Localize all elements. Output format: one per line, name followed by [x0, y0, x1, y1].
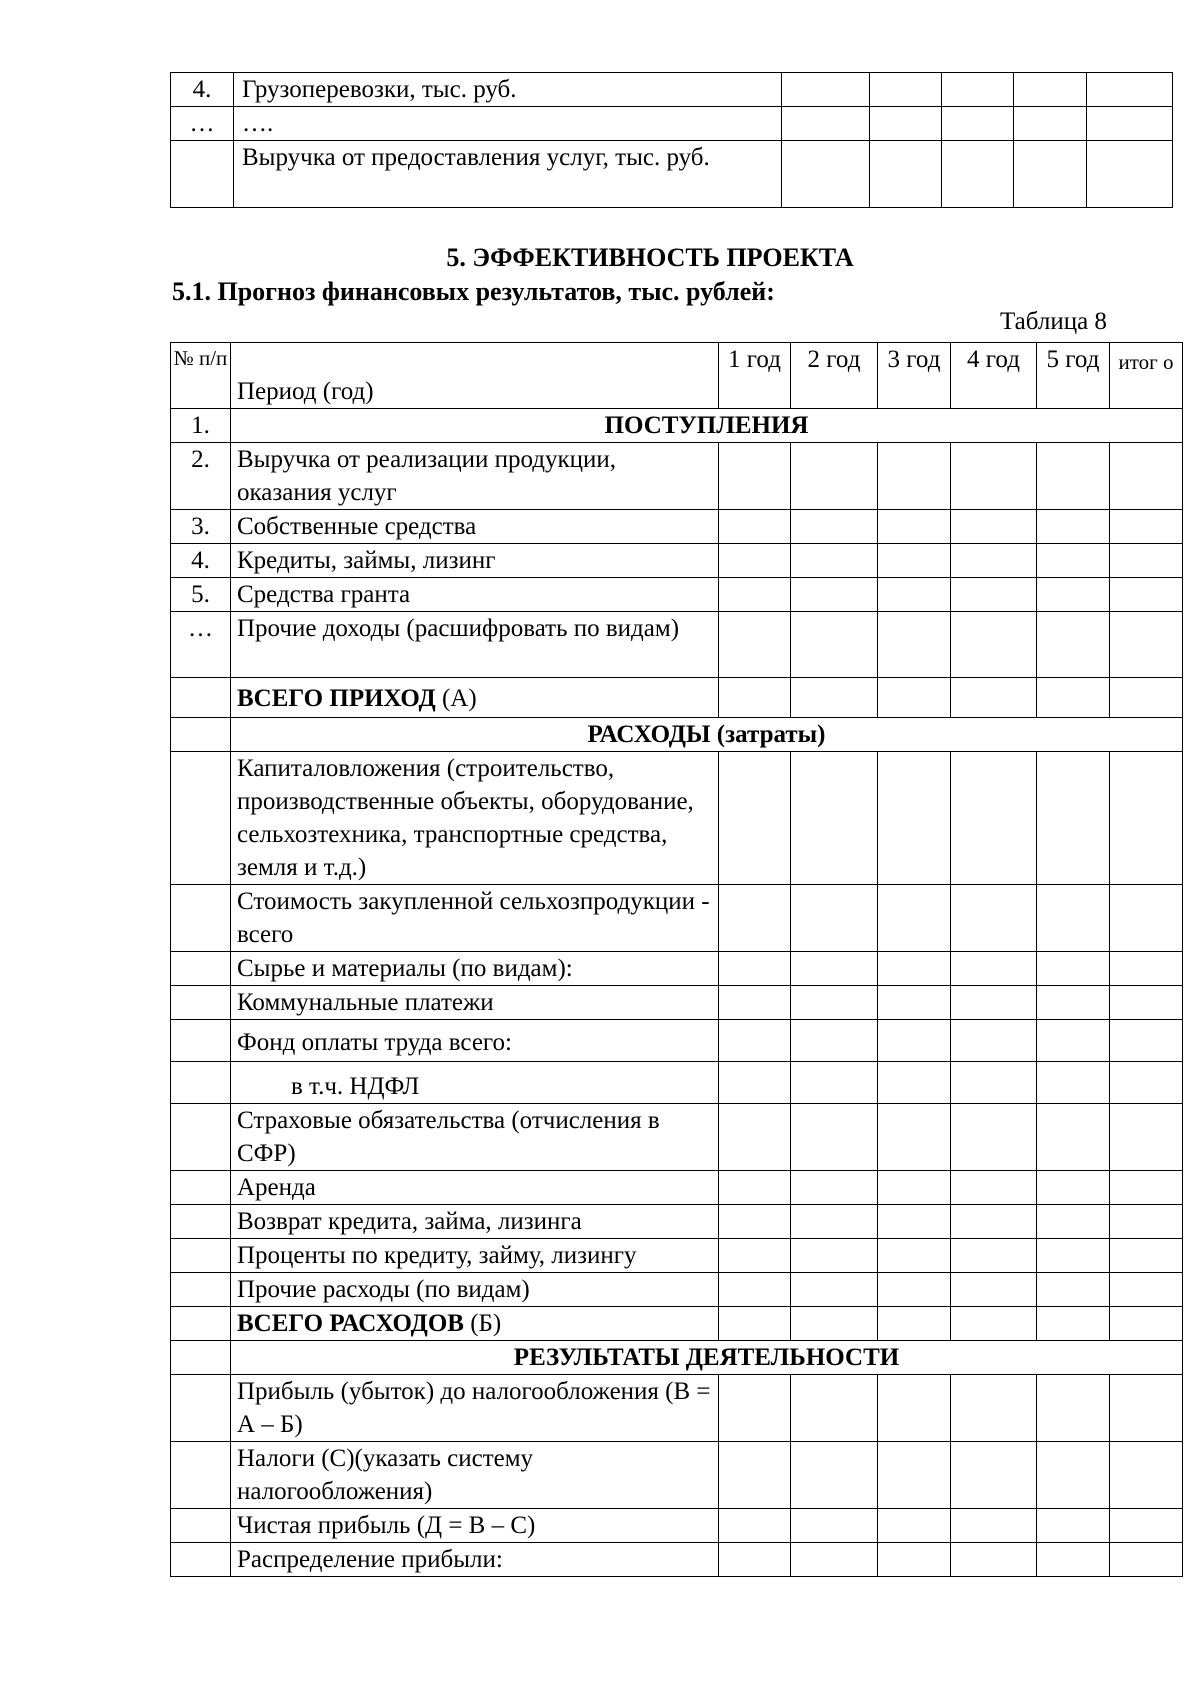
value-cell[interactable]: [1037, 1062, 1110, 1104]
total-expenses-suffix: (Б): [463, 1310, 502, 1337]
table-row: [171, 1020, 1183, 1062]
value-cell[interactable]: [878, 1171, 951, 1205]
value-cell[interactable]: [1110, 1442, 1183, 1509]
total-income-suffix: (А): [435, 685, 477, 712]
row-number: [171, 1205, 231, 1239]
value-cell[interactable]: [1110, 612, 1183, 678]
value-cell[interactable]: [1110, 1020, 1183, 1062]
table-row: [171, 1062, 1183, 1104]
value-cell[interactable]: [1037, 1205, 1110, 1239]
value-cell[interactable]: [782, 73, 870, 107]
value-cell[interactable]: [791, 1239, 878, 1273]
value-cell[interactable]: [1014, 141, 1087, 208]
header-year-4: 4 год: [951, 343, 1037, 409]
row-label: [231, 1307, 719, 1341]
value-cell[interactable]: [878, 986, 951, 1020]
value-cell[interactable]: [719, 510, 791, 544]
value-cell[interactable]: [791, 1273, 878, 1307]
row-number: [171, 986, 231, 1020]
row-label: Распределение прибыли:: [231, 1543, 719, 1577]
value-cell[interactable]: [791, 1442, 878, 1509]
total-row-income: [171, 678, 1183, 718]
row-label: Аренда: [231, 1171, 719, 1205]
value-cell[interactable]: [791, 1062, 878, 1104]
row-number: [171, 678, 231, 718]
value-cell[interactable]: [791, 1205, 878, 1239]
value-cell[interactable]: [1110, 1171, 1183, 1205]
value-cell[interactable]: [878, 952, 951, 986]
table-row: [171, 612, 1183, 678]
value-cell[interactable]: [942, 141, 1014, 208]
row-number: [171, 1104, 231, 1171]
section-heading: РЕЗУЛЬТАТЫ ДЕЯТЕЛЬНОСТИ: [231, 1341, 1183, 1375]
row-label: Фонд оплаты труда всего:: [231, 1020, 719, 1062]
row-number: [171, 1509, 231, 1543]
table-row: [171, 1205, 1183, 1239]
value-cell[interactable]: [1014, 107, 1087, 141]
value-cell[interactable]: [1087, 107, 1173, 141]
value-cell[interactable]: [1110, 1205, 1183, 1239]
row-label: Налоги (С)(указать систему налогообложения): [231, 1442, 719, 1509]
value-cell[interactable]: [951, 752, 1037, 885]
row-label: [231, 678, 719, 718]
row-label: Грузоперевозки, тыс. руб.: [234, 73, 782, 107]
value-cell[interactable]: [1110, 443, 1183, 510]
value-cell[interactable]: [1037, 510, 1110, 544]
row-number: [171, 1543, 231, 1577]
value-cell[interactable]: [1037, 1020, 1110, 1062]
row-number: …: [171, 107, 234, 141]
row-number: [171, 885, 231, 952]
value-cell[interactable]: [951, 1273, 1037, 1307]
section-row-receipts: [171, 409, 1183, 443]
row-label: Прочие расходы (по видам): [231, 1273, 719, 1307]
row-number: [171, 1442, 231, 1509]
value-cell[interactable]: [1110, 1307, 1183, 1341]
value-cell[interactable]: [1087, 141, 1173, 208]
financial-forecast-table: [170, 342, 1183, 1577]
value-cell[interactable]: [878, 1062, 951, 1104]
value-cell[interactable]: [1110, 1104, 1183, 1171]
value-cell[interactable]: [791, 578, 878, 612]
value-cell[interactable]: [791, 1171, 878, 1205]
table-row: [171, 1273, 1183, 1307]
row-number: [171, 1375, 231, 1442]
value-cell[interactable]: [1037, 443, 1110, 510]
row-number: 1.: [171, 409, 231, 443]
row-number: [171, 1341, 231, 1375]
value-cell[interactable]: [1037, 612, 1110, 678]
header-number: № п/п: [171, 343, 231, 409]
header-year-2: 2 год: [791, 343, 878, 409]
table-row: [171, 141, 1173, 208]
value-cell[interactable]: [1110, 510, 1183, 544]
value-cell[interactable]: [1037, 885, 1110, 952]
value-cell[interactable]: [878, 885, 951, 952]
total-row-expenses: [171, 1307, 1183, 1341]
row-label: Страховые обязательства (отчисления в СФР): [231, 1104, 719, 1171]
table-row: [171, 73, 1173, 107]
expenses-title-suffix: (затраты): [710, 721, 826, 748]
value-cell[interactable]: [878, 1543, 951, 1577]
value-cell[interactable]: [951, 952, 1037, 986]
value-cell[interactable]: [791, 678, 878, 718]
table-row: [171, 986, 1183, 1020]
value-cell[interactable]: [719, 986, 791, 1020]
value-cell[interactable]: [791, 612, 878, 678]
row-number: 3.: [171, 510, 231, 544]
value-cell[interactable]: [719, 678, 791, 718]
section-row-expenses: [171, 718, 1183, 752]
row-number: [171, 1273, 231, 1307]
row-number: 4.: [171, 544, 231, 578]
value-cell[interactable]: [719, 612, 791, 678]
row-number: [171, 952, 231, 986]
section-row-results: [171, 1341, 1183, 1375]
row-number: [171, 752, 231, 885]
value-cell[interactable]: [878, 1375, 951, 1442]
header-period: Период (год): [231, 343, 719, 409]
value-cell[interactable]: [791, 1020, 878, 1062]
value-cell[interactable]: [791, 1104, 878, 1171]
value-cell[interactable]: [719, 1543, 791, 1577]
section-subtitle: 5.1. Прогноз финансовых результатов, тыс. рублей:: [172, 277, 775, 306]
value-cell[interactable]: [1110, 885, 1183, 952]
value-cell[interactable]: [951, 612, 1037, 678]
table-row: [171, 1239, 1183, 1273]
value-cell[interactable]: [951, 678, 1037, 718]
expenses-title: РАСХОДЫ: [587, 721, 711, 748]
value-cell[interactable]: [1037, 1273, 1110, 1307]
value-cell[interactable]: [1037, 1307, 1110, 1341]
row-number: 2.: [171, 443, 231, 510]
value-cell[interactable]: [1037, 952, 1110, 986]
value-cell[interactable]: [951, 1375, 1037, 1442]
value-cell[interactable]: [782, 141, 870, 208]
row-label: Проценты по кредиту, займу, лизингу: [231, 1239, 719, 1273]
value-cell[interactable]: [719, 443, 791, 510]
row-number: …: [171, 612, 231, 678]
value-cell[interactable]: [951, 1543, 1037, 1577]
row-label: в т.ч. НДФЛ: [231, 1062, 719, 1104]
total-expenses-label: ВСЕГО РАСХОДОВ: [237, 1310, 464, 1337]
row-label: Стоимость закупленной сельхозпродукции - всего: [231, 885, 719, 952]
value-cell[interactable]: [878, 510, 951, 544]
value-cell[interactable]: [1110, 952, 1183, 986]
value-cell[interactable]: [719, 1239, 791, 1273]
row-label: Выручка от реализации продукции, оказания услуг: [231, 443, 719, 510]
value-cell[interactable]: [719, 1205, 791, 1239]
row-number: [171, 718, 231, 752]
value-cell[interactable]: [878, 752, 951, 885]
value-cell[interactable]: [719, 1442, 791, 1509]
value-cell[interactable]: [878, 1104, 951, 1171]
value-cell[interactable]: [719, 1273, 791, 1307]
value-cell[interactable]: [1110, 1239, 1183, 1273]
value-cell[interactable]: [878, 1273, 951, 1307]
value-cell[interactable]: [791, 1375, 878, 1442]
value-cell[interactable]: [719, 544, 791, 578]
value-cell[interactable]: [1037, 544, 1110, 578]
row-number: 5.: [171, 578, 231, 612]
table-row: [171, 752, 1183, 885]
value-cell[interactable]: [719, 1020, 791, 1062]
value-cell[interactable]: [791, 752, 878, 885]
value-cell[interactable]: [719, 752, 791, 885]
row-label: Чистая прибыль (Д = В – С): [231, 1509, 719, 1543]
header-year-5: 5 год: [1037, 343, 1110, 409]
section-title: 5. ЭФФЕКТИВНОСТЬ ПРОЕКТА: [446, 243, 854, 272]
header-year-3: 3 год: [878, 343, 951, 409]
value-cell[interactable]: [870, 107, 942, 141]
value-cell[interactable]: [1087, 73, 1173, 107]
table-caption: Таблица 8: [1000, 308, 1107, 335]
value-cell[interactable]: [951, 1239, 1037, 1273]
table-row: [171, 1171, 1183, 1205]
value-cell[interactable]: [1110, 1375, 1183, 1442]
row-number: 4.: [171, 73, 234, 107]
table-row: [171, 1543, 1183, 1577]
value-cell[interactable]: [951, 1104, 1037, 1171]
value-cell[interactable]: [1037, 1171, 1110, 1205]
value-cell[interactable]: [791, 544, 878, 578]
value-cell[interactable]: [951, 1307, 1037, 1341]
value-cell[interactable]: [1037, 1375, 1110, 1442]
value-cell[interactable]: [951, 1020, 1037, 1062]
row-label: Прибыль (убыток) до налогообложения (В = А – Б): [231, 1375, 719, 1442]
value-cell[interactable]: [1037, 752, 1110, 885]
value-cell[interactable]: [1037, 1442, 1110, 1509]
table-row: [171, 107, 1173, 141]
value-cell[interactable]: [951, 1171, 1037, 1205]
value-cell[interactable]: [1110, 1273, 1183, 1307]
value-cell[interactable]: [1037, 1509, 1110, 1543]
row-number: [171, 1062, 231, 1104]
value-cell[interactable]: [1014, 73, 1087, 107]
value-cell[interactable]: [1037, 986, 1110, 1020]
value-cell[interactable]: [791, 952, 878, 986]
continued-table: [170, 72, 1173, 208]
value-cell[interactable]: [951, 578, 1037, 612]
value-cell[interactable]: [791, 1307, 878, 1341]
row-label: Собственные средства: [231, 510, 719, 544]
value-cell[interactable]: [878, 678, 951, 718]
row-label: Выручка от предоставления услуг, тыс. руб.: [234, 141, 782, 208]
value-cell[interactable]: [951, 1442, 1037, 1509]
value-cell[interactable]: [878, 1205, 951, 1239]
row-label: Кредиты, займы, лизинг: [231, 544, 719, 578]
row-label: Капиталовложения (строительство, производственные объекты, оборудование, сельхозтехника, транспортные средства, земля и т.д.): [231, 752, 719, 885]
row-label: Коммунальные платежи: [231, 986, 719, 1020]
total-income-label: ВСЕГО ПРИХОД: [237, 685, 436, 712]
table-row: [171, 1509, 1183, 1543]
row-number: [171, 1020, 231, 1062]
value-cell[interactable]: [878, 1020, 951, 1062]
value-cell[interactable]: [951, 1205, 1037, 1239]
value-cell[interactable]: [951, 986, 1037, 1020]
value-cell[interactable]: [1037, 1543, 1110, 1577]
value-cell[interactable]: [791, 885, 878, 952]
value-cell[interactable]: [942, 73, 1014, 107]
value-cell[interactable]: [878, 1509, 951, 1543]
value-cell[interactable]: [719, 885, 791, 952]
value-cell[interactable]: [782, 107, 870, 141]
value-cell[interactable]: [719, 1104, 791, 1171]
value-cell[interactable]: [719, 578, 791, 612]
value-cell[interactable]: [878, 443, 951, 510]
value-cell[interactable]: [719, 1062, 791, 1104]
row-label: Прочие доходы (расшифровать по видам): [231, 612, 719, 678]
row-label: ….: [234, 107, 782, 141]
value-cell[interactable]: [951, 443, 1037, 510]
value-cell[interactable]: [878, 612, 951, 678]
value-cell[interactable]: [791, 443, 878, 510]
header-total: итог о: [1110, 343, 1183, 409]
value-cell[interactable]: [1110, 1509, 1183, 1543]
table-row: [171, 885, 1183, 952]
value-cell[interactable]: [878, 1239, 951, 1273]
table-row: [171, 443, 1183, 510]
value-cell[interactable]: [878, 1307, 951, 1341]
table-row: [171, 1442, 1183, 1509]
table-row: [171, 1104, 1183, 1171]
table-row: [171, 578, 1183, 612]
row-number: [171, 1239, 231, 1273]
value-cell[interactable]: [878, 544, 951, 578]
value-cell[interactable]: [878, 1442, 951, 1509]
value-cell[interactable]: [719, 1375, 791, 1442]
value-cell[interactable]: [1110, 752, 1183, 885]
section-heading: ПОСТУПЛЕНИЯ: [231, 409, 1183, 443]
row-label: Сырье и материалы (по видам):: [231, 952, 719, 986]
table-row: [171, 544, 1183, 578]
value-cell[interactable]: [719, 1171, 791, 1205]
row-label: Средства гранта: [231, 578, 719, 612]
value-cell[interactable]: [1037, 1104, 1110, 1171]
value-cell[interactable]: [1037, 1239, 1110, 1273]
value-cell[interactable]: [1110, 544, 1183, 578]
value-cell[interactable]: [1110, 678, 1183, 718]
row-number: [171, 1171, 231, 1205]
section-heading: [231, 718, 1183, 752]
value-cell[interactable]: [1037, 678, 1110, 718]
value-cell[interactable]: [719, 1307, 791, 1341]
value-cell[interactable]: [1110, 986, 1183, 1020]
value-cell[interactable]: [951, 885, 1037, 952]
value-cell[interactable]: [1037, 578, 1110, 612]
value-cell[interactable]: [791, 986, 878, 1020]
row-number: [171, 1307, 231, 1341]
table-row: [171, 952, 1183, 986]
table-row: [171, 1375, 1183, 1442]
value-cell[interactable]: [1110, 1543, 1183, 1577]
value-cell[interactable]: [870, 73, 942, 107]
value-cell[interactable]: [719, 1509, 791, 1543]
value-cell[interactable]: [951, 510, 1037, 544]
value-cell[interactable]: [878, 578, 951, 612]
table-row: [171, 510, 1183, 544]
value-cell[interactable]: [951, 1509, 1037, 1543]
value-cell[interactable]: [942, 107, 1014, 141]
value-cell[interactable]: [719, 952, 791, 986]
value-cell[interactable]: [870, 141, 942, 208]
value-cell[interactable]: [791, 510, 878, 544]
value-cell[interactable]: [1110, 1062, 1183, 1104]
value-cell[interactable]: [1110, 578, 1183, 612]
value-cell[interactable]: [951, 544, 1037, 578]
row-number: [171, 141, 234, 208]
row-label: Возврат кредита, займа, лизинга: [231, 1205, 719, 1239]
header-year-1: 1 год: [719, 343, 791, 409]
value-cell[interactable]: [791, 1543, 878, 1577]
table-header-row: [171, 343, 1183, 409]
value-cell[interactable]: [951, 1062, 1037, 1104]
value-cell[interactable]: [791, 1509, 878, 1543]
